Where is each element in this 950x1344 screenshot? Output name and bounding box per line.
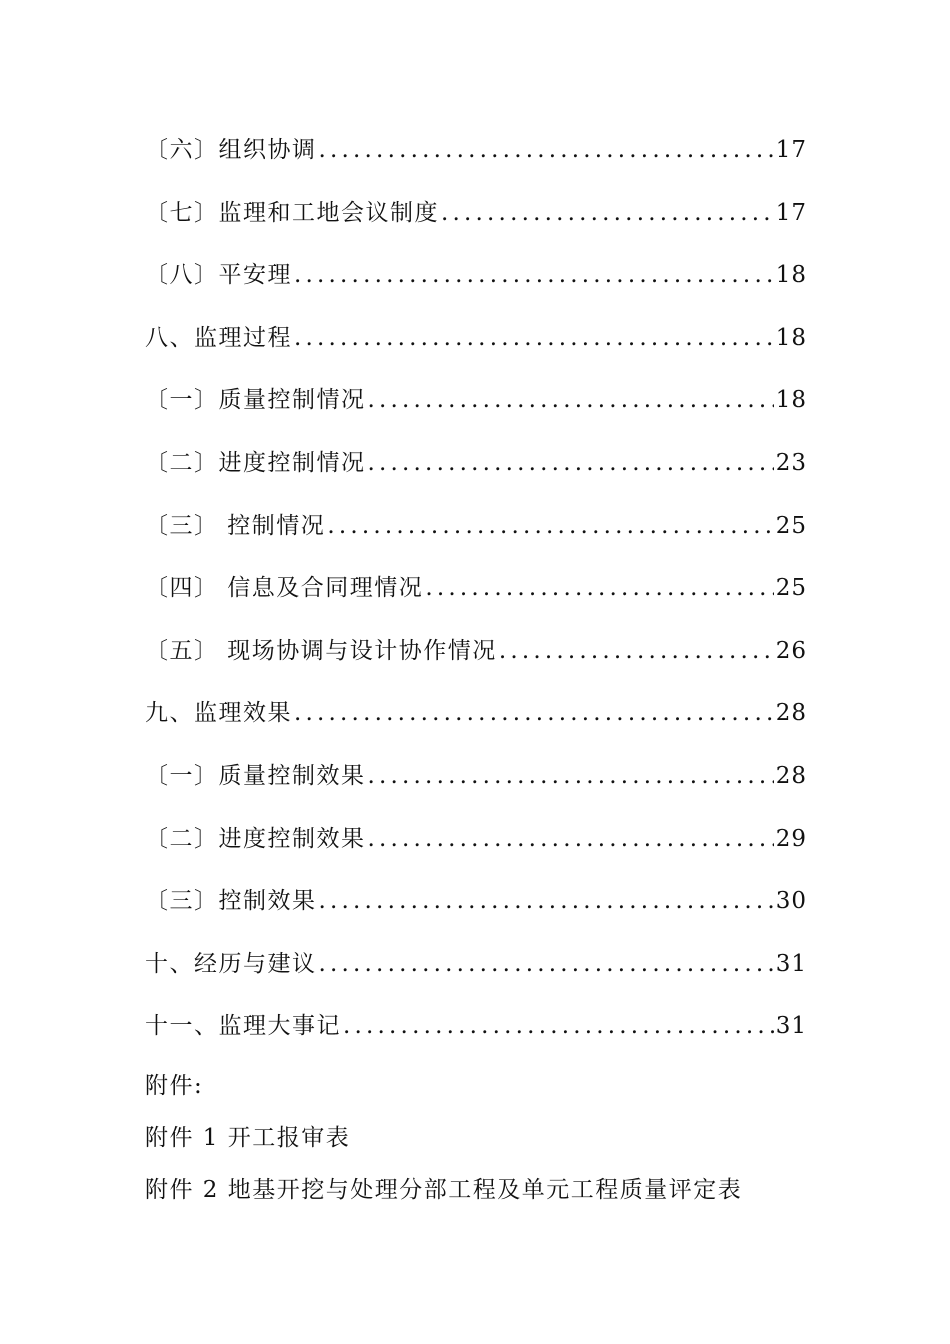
- toc-entry-experience-suggestions: [145, 942, 807, 1005]
- toc-dot-leader: [425, 566, 773, 610]
- toc-dot-leader: [294, 316, 774, 360]
- toc-entry-page: 26: [775, 637, 807, 664]
- toc-entry-quality-control: [145, 378, 807, 441]
- toc-entry-title: 九、监理效果: [145, 700, 292, 727]
- toc-entry-title: 〔六〕组织协调: [145, 137, 317, 163]
- toc-entry-title: 〔二〕进度控制情况: [145, 449, 366, 476]
- toc-dot-leader: [294, 253, 774, 297]
- toc-entry-title: 〔一〕质量控制效果: [145, 762, 366, 789]
- toc-entry-title: 〔七〕监理和工地会议制度: [145, 199, 439, 226]
- toc-entry-schedule-effect: [145, 817, 807, 880]
- toc-dot-leader: [441, 191, 774, 235]
- toc-entry-page: 29: [775, 825, 807, 852]
- attachment-item: 附件 2 地基开挖与处理分部工程及单元工程质量评定表: [145, 1177, 743, 1203]
- toc-entry-title: 〔三〕控制效果: [145, 888, 317, 915]
- toc-entry-title: 十一、监理大事记: [145, 1013, 341, 1040]
- toc-entry-safety: [145, 253, 807, 316]
- toc-entry-schedule-control: [145, 441, 807, 504]
- attachments-section: [145, 1064, 845, 1220]
- toc-dot-leader: [319, 942, 774, 986]
- toc-entry-control: [145, 504, 807, 567]
- toc-dot-leader: [343, 1004, 774, 1048]
- toc-entry-meeting-system: [145, 191, 807, 254]
- toc-entry-major-events: [145, 1004, 807, 1067]
- toc-entry-title: 十、经历与建议: [145, 950, 317, 977]
- toc-dot-leader: [368, 817, 774, 861]
- toc-dot-leader: [319, 128, 774, 172]
- attachment-item: 附件 1 开工报审表: [145, 1125, 351, 1151]
- toc-entry-page: 31: [775, 950, 807, 977]
- toc-dot-leader: [368, 378, 774, 422]
- toc-dot-leader: [368, 441, 774, 485]
- toc-entry-title: 〔二〕进度控制效果: [145, 825, 366, 852]
- toc-entry-title: 〔八〕平安理: [145, 262, 292, 289]
- toc-entry-title: 〔四〕 信息及合同理情况: [145, 575, 424, 602]
- toc-dot-leader: [327, 504, 773, 548]
- toc-entry-page: 30: [775, 888, 807, 915]
- toc-entry-page: 18: [775, 262, 807, 289]
- toc-entry-site-coordination: [145, 629, 807, 692]
- toc-entry-page: 28: [775, 700, 807, 727]
- toc-entry-page: 25: [775, 575, 807, 602]
- toc-entry-page: 17: [775, 199, 807, 226]
- toc-dot-leader: [368, 754, 774, 798]
- toc-dot-leader: [294, 691, 774, 735]
- toc-entry-page: 23: [775, 449, 807, 476]
- toc-dot-leader: [499, 629, 774, 673]
- toc-entry-page: 18: [775, 324, 807, 351]
- toc-entry-organization-coordination: [145, 128, 807, 191]
- toc-entry-quality-effect: [145, 754, 807, 817]
- toc-entry-page: 18: [775, 387, 807, 414]
- table-of-contents: [145, 128, 807, 1067]
- toc-entry-page: 28: [775, 762, 807, 789]
- toc-entry-page: 25: [775, 512, 807, 539]
- toc-entry-page: 31: [775, 1013, 807, 1040]
- toc-entry-title: 〔一〕质量控制情况: [145, 387, 366, 414]
- toc-entry-page: 17: [775, 137, 807, 163]
- toc-entry-supervision-process: [145, 316, 807, 379]
- toc-dot-leader: [319, 879, 774, 923]
- toc-entry-title: 〔五〕 现场协调与设计协作情况: [145, 637, 497, 664]
- toc-entry-information-contract: [145, 566, 807, 629]
- toc-entry-control-effect: [145, 879, 807, 942]
- attachments-heading: 附件:: [145, 1073, 204, 1099]
- toc-entry-title: 八、监理过程: [145, 324, 292, 351]
- toc-entry-supervision-effect: [145, 691, 807, 754]
- toc-entry-title: 〔三〕 控制情况: [145, 512, 326, 539]
